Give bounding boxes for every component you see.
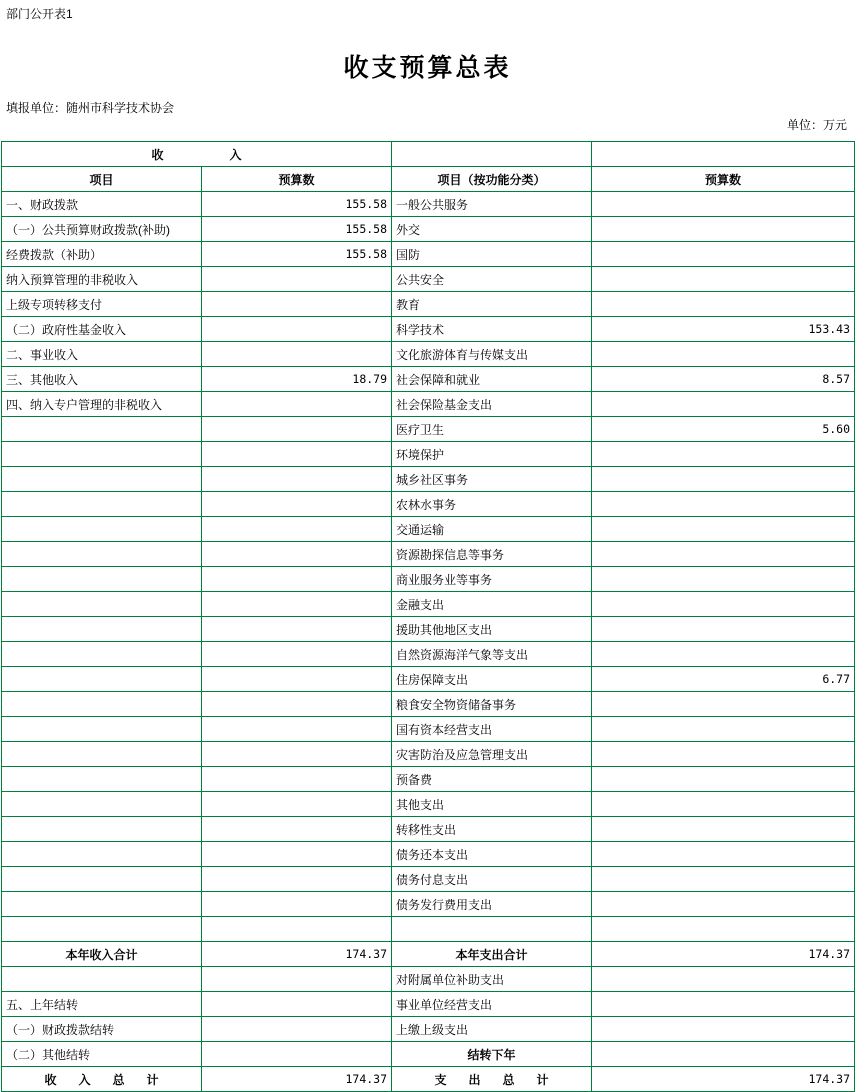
income-item-cell [2, 792, 202, 817]
table-row [2, 992, 855, 1017]
income-value-cell [202, 792, 392, 817]
expense-value-cell [592, 342, 855, 367]
table-row [2, 617, 855, 642]
expense-item-cell: 环境保护 [392, 442, 592, 467]
income-value-cell [202, 767, 392, 792]
expense-item-cell: 交通运输 [392, 517, 592, 542]
expense-item-cell: 一般公共服务 [392, 192, 592, 217]
table-row [2, 642, 855, 667]
expense-total-label: 支 出 总 计 [392, 1067, 592, 1092]
income-value-cell: 155.58 [202, 242, 392, 267]
income-item-cell: 三、其他收入 [2, 367, 202, 392]
expense-item-cell: 文化旅游体育与传媒支出 [392, 342, 592, 367]
expense-item-cell: 对附属单位补助支出 [392, 967, 592, 992]
table-row [2, 917, 855, 942]
income-value-cell [202, 417, 392, 442]
expense-item-cell: 债务发行费用支出 [392, 892, 592, 917]
expense-value-cell [592, 742, 855, 767]
sheet-tag: 部门公开表1 [6, 7, 73, 21]
income-value-cell [202, 842, 392, 867]
income-item-cell [2, 492, 202, 517]
table-column-header-row [2, 167, 855, 192]
expense-item-cell: 转移性支出 [392, 817, 592, 842]
expense-item-cell [392, 917, 592, 942]
income-item-cell [2, 742, 202, 767]
expense-value-cell [592, 467, 855, 492]
income-item-cell: 本年收入合计 [2, 942, 202, 967]
table-row [2, 1042, 855, 1067]
expense-value-cell [592, 217, 855, 242]
income-item-cell [2, 692, 202, 717]
table-row [2, 692, 855, 717]
table-row [2, 217, 855, 242]
income-value-cell [202, 817, 392, 842]
expense-item-cell: 粮食安全物资储备事务 [392, 692, 592, 717]
table-row [2, 717, 855, 742]
income-value-cell [202, 1042, 392, 1067]
table-row [2, 842, 855, 867]
income-value-cell [202, 442, 392, 467]
income-item-cell [2, 967, 202, 992]
expense-item-cell: 结转下年 [392, 1042, 592, 1067]
table-row [2, 967, 855, 992]
expense-value-cell [592, 292, 855, 317]
table-row [2, 242, 855, 267]
income-item-cell [2, 467, 202, 492]
expense-value-cell [592, 767, 855, 792]
income-value-cell [202, 692, 392, 717]
expense-item-cell: 城乡社区事务 [392, 467, 592, 492]
expense-value-cell [592, 542, 855, 567]
table-row [2, 817, 855, 842]
expense-item-cell: 教育 [392, 292, 592, 317]
expense-value-cell [592, 242, 855, 267]
expense-value-cell [592, 1017, 855, 1042]
expense-item-cell: 资源勘探信息等事务 [392, 542, 592, 567]
expense-item-cell: 上缴上级支出 [392, 1017, 592, 1042]
expense-item-cell: 债务还本支出 [392, 842, 592, 867]
income-value-cell: 18.79 [202, 367, 392, 392]
expense-item-cell: 外交 [392, 217, 592, 242]
expense-value-cell [592, 917, 855, 942]
table-row [2, 442, 855, 467]
income-item-cell: 四、纳入专户管理的非税收入 [2, 392, 202, 417]
income-item-cell: 纳入预算管理的非税收入 [2, 267, 202, 292]
amount-unit-label: 单位：万元 [786, 118, 847, 132]
table-row [2, 667, 855, 692]
expense-value-cell [592, 592, 855, 617]
expense-group-header-blank [392, 142, 592, 167]
table-row [2, 792, 855, 817]
income-item-cell [2, 617, 202, 642]
expense-value-cell [592, 492, 855, 517]
income-value-cell [202, 667, 392, 692]
expense-value-cell [592, 817, 855, 842]
expense-item-cell: 自然资源海洋气象等支出 [392, 642, 592, 667]
expense-value-cell [592, 192, 855, 217]
table-row [2, 742, 855, 767]
income-item-cell [2, 567, 202, 592]
income-value-cell [202, 867, 392, 892]
expense-item-cell: 预备费 [392, 767, 592, 792]
income-item-cell: 五、上年结转 [2, 992, 202, 1017]
table-row [2, 467, 855, 492]
expense-item-cell: 社会保障和就业 [392, 367, 592, 392]
meta-block [0, 100, 855, 134]
income-group-header: 收 入 [2, 142, 392, 167]
income-value-cell [202, 567, 392, 592]
income-item-cell: 上级专项转移支付 [2, 292, 202, 317]
expense-value-cell [592, 617, 855, 642]
table-row [2, 342, 855, 367]
table-row [2, 767, 855, 792]
income-value-cell [202, 642, 392, 667]
expense-value-cell: 174.37 [592, 942, 855, 967]
income-value-cell: 155.58 [202, 217, 392, 242]
expense-value-cell [592, 567, 855, 592]
expense-total-value: 174.37 [592, 1067, 855, 1092]
income-value-cell [202, 592, 392, 617]
income-value-cell [202, 317, 392, 342]
expense-item-cell: 本年支出合计 [392, 942, 592, 967]
expense-item-cell: 科学技术 [392, 317, 592, 342]
expense-value-cell [592, 717, 855, 742]
expense-value-cell [592, 992, 855, 1017]
table-row [2, 367, 855, 392]
income-item-cell: （一）公共预算财政拨款(补助) [2, 217, 202, 242]
income-value-cell [202, 392, 392, 417]
table-row [2, 867, 855, 892]
income-value-cell [202, 917, 392, 942]
income-item-cell: （一）财政拨款结转 [2, 1017, 202, 1042]
table-row [2, 942, 855, 967]
table-row [2, 192, 855, 217]
income-value-cell [202, 992, 392, 1017]
income-value-cell [202, 292, 392, 317]
expense-item-cell: 国防 [392, 242, 592, 267]
income-value-cell [202, 617, 392, 642]
reporting-unit-label: 填报单位：随州市科学技术协会 [6, 101, 175, 115]
expense-value-cell: 153.43 [592, 317, 855, 342]
income-value-cell [202, 892, 392, 917]
income-value-cell [202, 467, 392, 492]
income-item-cell: 经费拨款（补助） [2, 242, 202, 267]
income-value-cell: 174.37 [202, 942, 392, 967]
income-value-cell [202, 717, 392, 742]
table-row [2, 267, 855, 292]
expense-value-cell: 5.60 [592, 417, 855, 442]
table-row [2, 567, 855, 592]
income-item-cell [2, 667, 202, 692]
income-value-cell [202, 1017, 392, 1042]
expense-value-cell [592, 267, 855, 292]
table-header-group-row [2, 142, 855, 167]
table-body [2, 142, 855, 1092]
expense-value-cell [592, 517, 855, 542]
expense-value-cell [592, 842, 855, 867]
table-row [2, 892, 855, 917]
expense-item-cell: 社会保险基金支出 [392, 392, 592, 417]
income-item-cell: （二）政府性基金收入 [2, 317, 202, 342]
income-item-cell: （二）其他结转 [2, 1042, 202, 1067]
income-budget-header: 预算数 [202, 167, 392, 192]
income-item-cell: 一、财政拨款 [2, 192, 202, 217]
income-value-cell [202, 967, 392, 992]
expense-item-header: 项目（按功能分类） [392, 167, 592, 192]
expense-budget-header: 预算数 [592, 167, 855, 192]
expense-item-cell: 援助其他地区支出 [392, 617, 592, 642]
table-row [2, 392, 855, 417]
income-item-cell [2, 417, 202, 442]
table-row [2, 517, 855, 542]
income-item-cell [2, 517, 202, 542]
income-item-cell [2, 817, 202, 842]
expense-item-cell: 债务付息支出 [392, 867, 592, 892]
income-value-cell [202, 342, 392, 367]
table-row [2, 1017, 855, 1042]
expense-item-cell: 公共安全 [392, 267, 592, 292]
income-item-cell [2, 717, 202, 742]
income-value-cell [202, 517, 392, 542]
expense-value-cell [592, 442, 855, 467]
budget-table [1, 141, 855, 1092]
table-row [2, 417, 855, 442]
expense-value-cell: 8.57 [592, 367, 855, 392]
expense-item-cell: 事业单位经营支出 [392, 992, 592, 1017]
expense-item-cell: 国有资本经营支出 [392, 717, 592, 742]
expense-group-header-blank-2 [592, 142, 855, 167]
income-item-cell: 二、事业收入 [2, 342, 202, 367]
expense-item-cell: 金融支出 [392, 592, 592, 617]
income-total-value: 174.37 [202, 1067, 392, 1092]
table-row [2, 317, 855, 342]
income-item-cell [2, 767, 202, 792]
expense-value-cell [592, 1042, 855, 1067]
expense-value-cell: 6.77 [592, 667, 855, 692]
income-value-cell [202, 492, 392, 517]
income-item-cell [2, 442, 202, 467]
expense-item-cell: 医疗卫生 [392, 417, 592, 442]
expense-item-cell: 灾害防治及应急管理支出 [392, 742, 592, 767]
expense-value-cell [592, 967, 855, 992]
income-item-cell [2, 842, 202, 867]
income-item-cell [2, 592, 202, 617]
footer-total-row [2, 1067, 855, 1092]
income-item-cell [2, 642, 202, 667]
table-row [2, 492, 855, 517]
income-total-label: 收 入 总 计 [2, 1067, 202, 1092]
income-item-header: 项目 [2, 167, 202, 192]
page-title: 收支预算总表 [343, 53, 512, 82]
expense-value-cell [592, 692, 855, 717]
expense-item-cell: 农林水事务 [392, 492, 592, 517]
expense-item-cell: 商业服务业等事务 [392, 567, 592, 592]
expense-item-cell: 其他支出 [392, 792, 592, 817]
income-item-cell [2, 892, 202, 917]
table-row [2, 592, 855, 617]
income-value-cell [202, 542, 392, 567]
table-row [2, 542, 855, 567]
expense-value-cell [592, 867, 855, 892]
income-value-cell [202, 267, 392, 292]
income-value-cell [202, 742, 392, 767]
expense-item-cell: 住房保障支出 [392, 667, 592, 692]
expense-value-cell [592, 392, 855, 417]
expense-value-cell [592, 892, 855, 917]
income-value-cell: 155.58 [202, 192, 392, 217]
expense-value-cell [592, 642, 855, 667]
expense-value-cell [592, 792, 855, 817]
table-row [2, 292, 855, 317]
income-item-cell [2, 542, 202, 567]
income-item-cell [2, 867, 202, 892]
income-item-cell [2, 917, 202, 942]
